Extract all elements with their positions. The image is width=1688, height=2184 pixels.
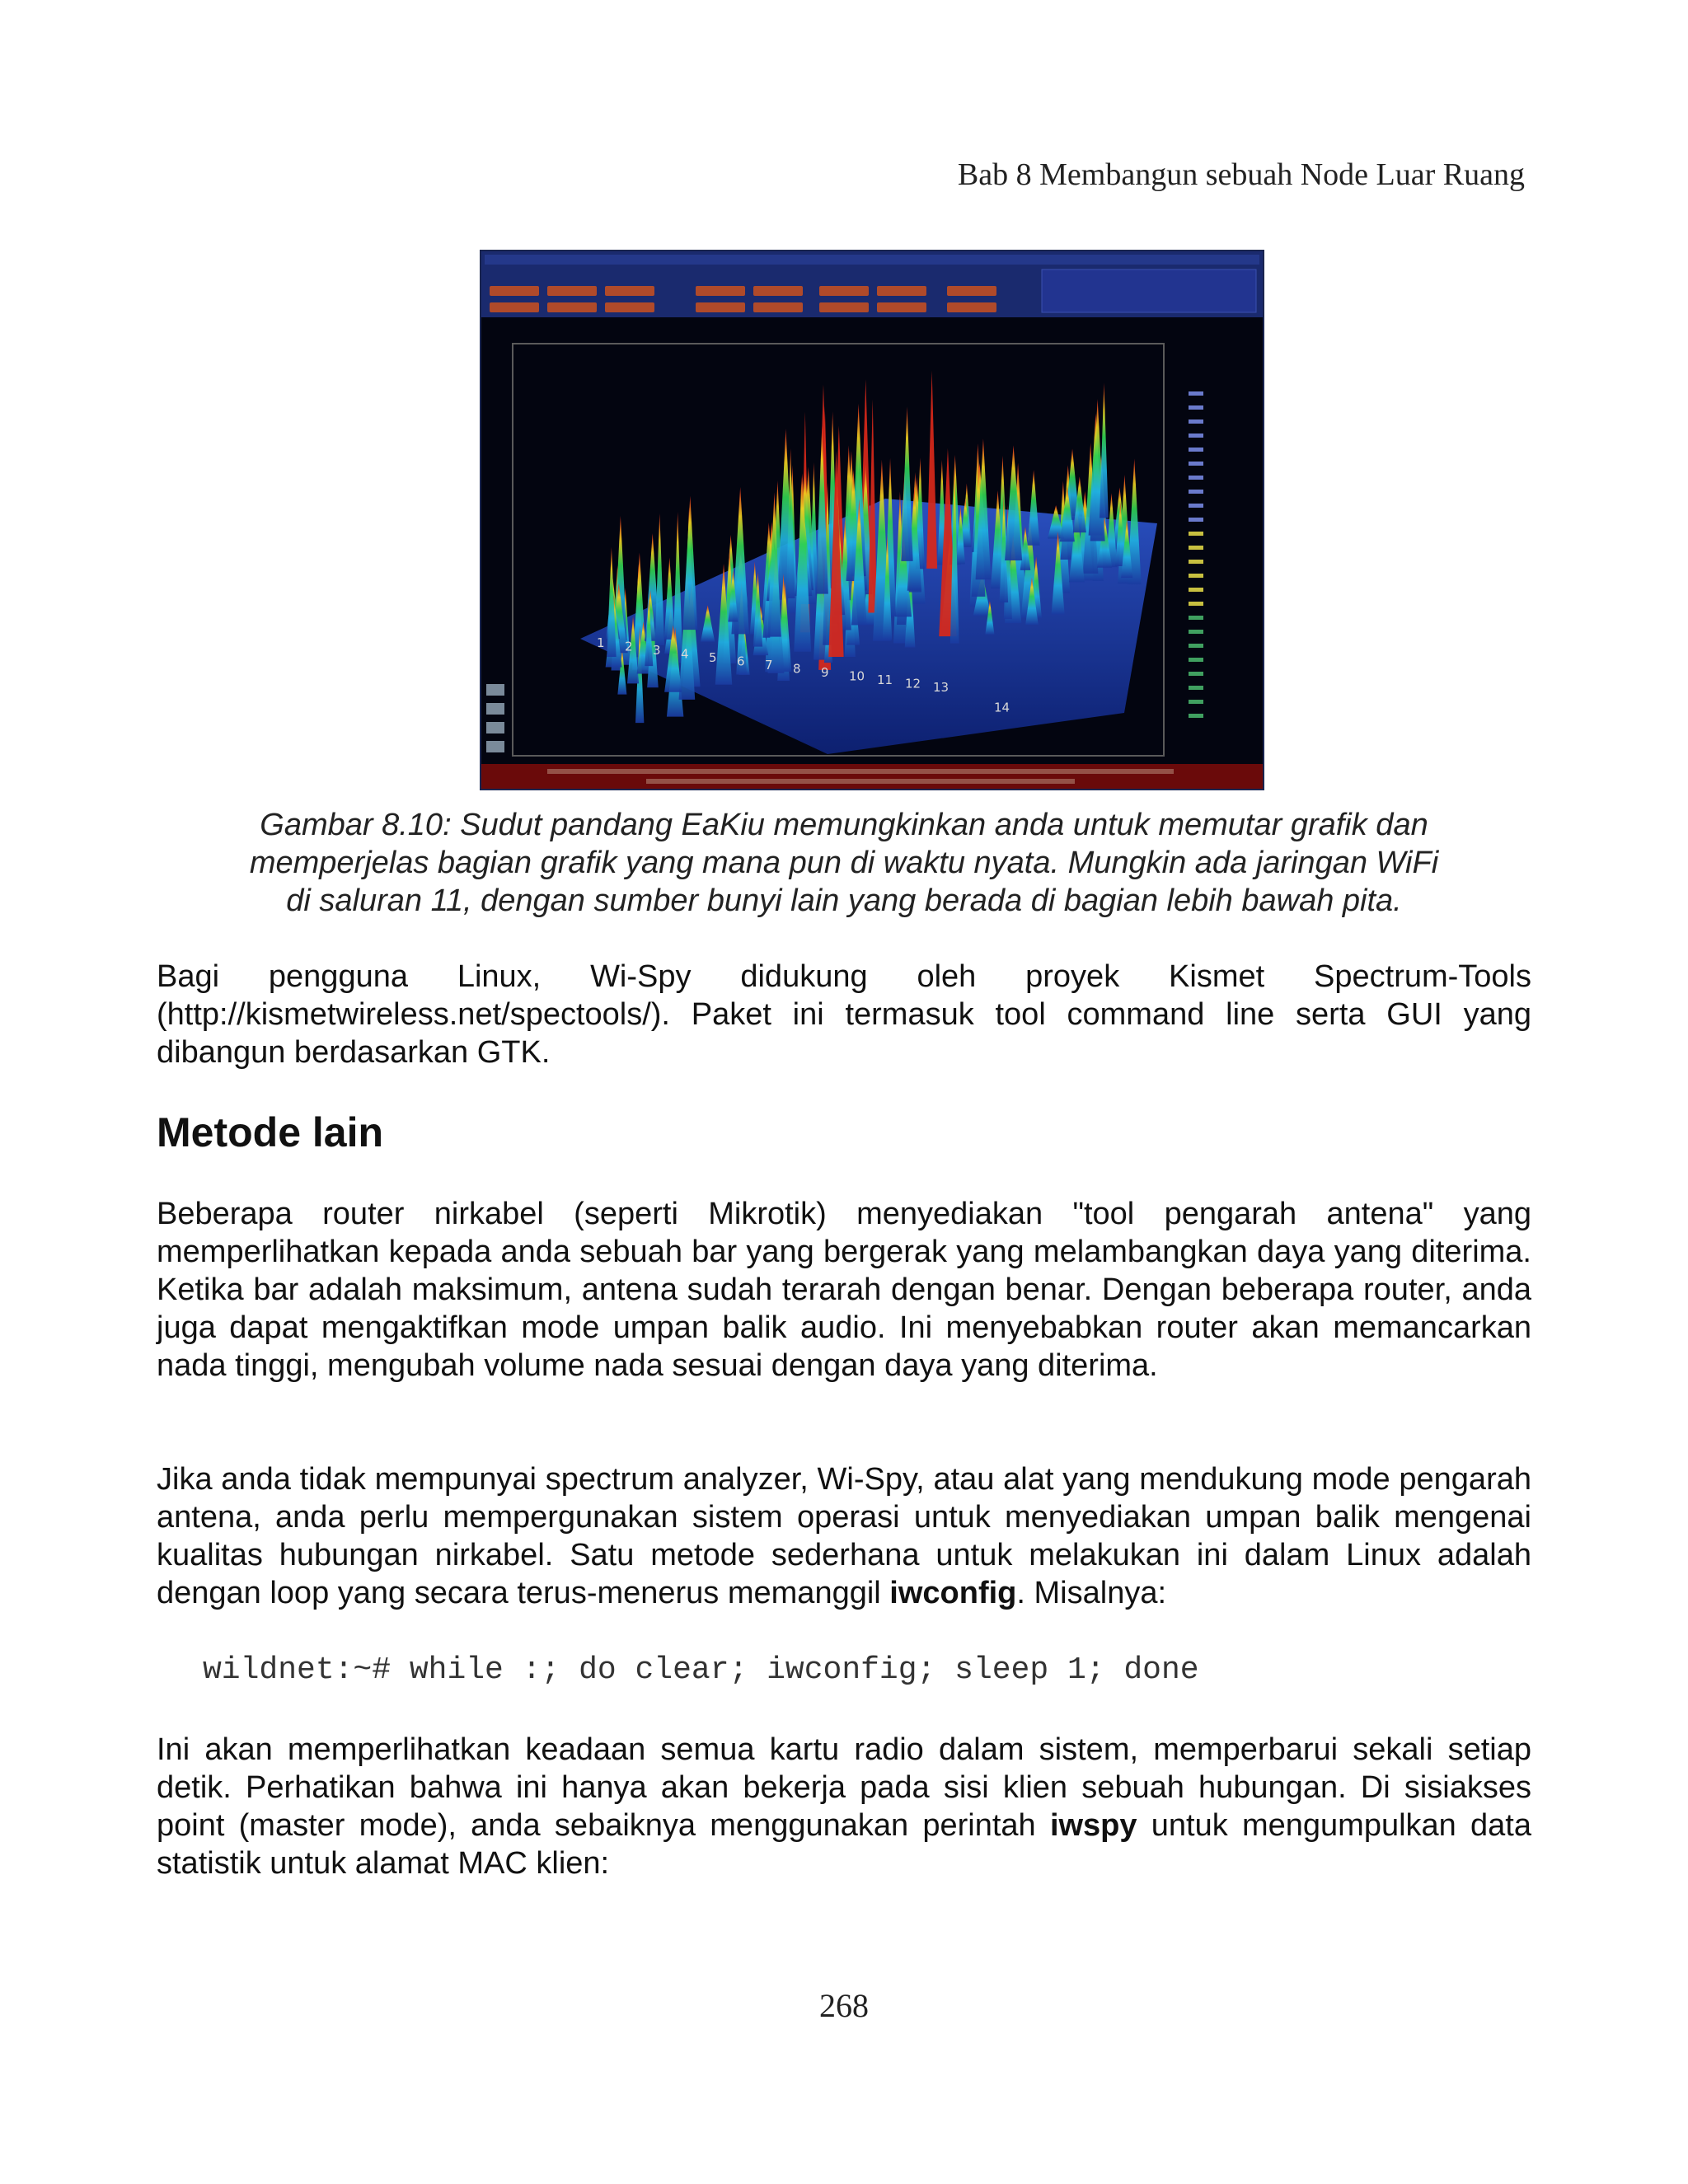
channel-label: 4 — [681, 646, 689, 662]
paragraph-iwconfig — [157, 1460, 1531, 1612]
running-header: Bab 8 Membangun sebuah Node Luar Ruang — [957, 157, 1525, 192]
code-example: wildnet:~# while :; do clear; iwconfig; sleep 1; done — [203, 1652, 1199, 1688]
iwspy-command: iwspy — [1049, 1808, 1137, 1843]
para4-tail: untuk mengumpulkan data statistik untuk alamat MAC klien: — [157, 1808, 1531, 1881]
para4-text: Ini akan memperlihatkan keadaan semua kartu radio dalam sistem, memperbarui sekali setiap detik. Perhatikan bahwa ini hanya akan bekerja pada sisi klien sebuah hubungan. Di sisiakses point (master mode), anda sebaiknya menggunakan perintah — [157, 1732, 1531, 1843]
caption-line-3: di saluran 11, dengan sumber bunyi lain yang berada di bagian lebih bawah pita. — [286, 883, 1402, 918]
channel-label: 2 — [625, 639, 633, 654]
channel-label: 8 — [793, 661, 801, 677]
channel-label: 5 — [709, 650, 717, 665]
para3-tail: . Misalnya: — [1016, 1576, 1167, 1610]
paragraph-router-tool: Beberapa router nirkabel (seperti Mikrotik) menyediakan "tool pengarah antena" yang memperlihatkan kepada anda sebuah bar yang bergerak yang melambangkan daya yang diterima. Ketika bar adalah maksimum, antena sudah terarah dengan benar. Dengan beberapa router, anda juga dapat mengaktifkan mode umpan balik audio. Ini menyebabkan router akan memancarkan nada tinggi, mengubah volume nada sesuai dengan daya yang diterima. — [157, 1197, 1531, 1383]
figure-caption — [165, 806, 1523, 920]
channel-label: 1 — [597, 635, 605, 650]
status-bar — [481, 764, 1263, 789]
channel-label: 7 — [765, 658, 773, 673]
amplitude-scale — [1189, 391, 1203, 718]
section-heading: Metode lain — [157, 1109, 384, 1155]
paragraph-iwspy — [157, 1731, 1531, 1882]
channel-label: 10 — [849, 668, 865, 684]
caption-line-1: Gambar 8.10: Sudut pandang EaKiu memungkinkan anda untuk memutar grafik dan — [260, 808, 1428, 842]
channel-label: 13 — [933, 680, 950, 695]
channel-label: 11 — [877, 673, 893, 687]
spectrum-figure — [480, 250, 1264, 790]
para3-text: Jika anda tidak mempunyai spectrum analyzer, Wi-Spy, atau alat yang mendukung mode pengarah antena, anda perlu mempergunakan sistem operasi untuk menyediakan umpan balik mengenai kualitas hubungan nirkabel. Satu metode sederhana untuk melakukan ini dalam Linux adalah dengan loop yang secara terus-menerus memanggil — [157, 1462, 1531, 1610]
paragraph-wispy-linux: Bagi pengguna Linux, Wi-Spy didukung oleh proyek Kismet Spectrum-Tools (http://kismetwireless.net/spectools/). Paket ini termasuk tool command line serta GUI yang dibangun berdasarkan GTK. — [157, 959, 1531, 1070]
channel-label: 14 — [994, 700, 1010, 715]
channel-label: 3 — [653, 643, 661, 658]
iwconfig-command: iwconfig — [889, 1576, 1017, 1610]
channel-label: 6 — [737, 654, 745, 669]
spectrum-3d-graph — [481, 251, 1263, 789]
caption-line-2: memperjelas bagian grafik yang mana pun di waktu nyata. Mungkin ada jaringan WiFi — [249, 846, 1439, 880]
page-number: 268 — [819, 1987, 869, 2024]
channel-label: 12 — [905, 676, 921, 691]
channel-label: 9 — [821, 665, 829, 680]
